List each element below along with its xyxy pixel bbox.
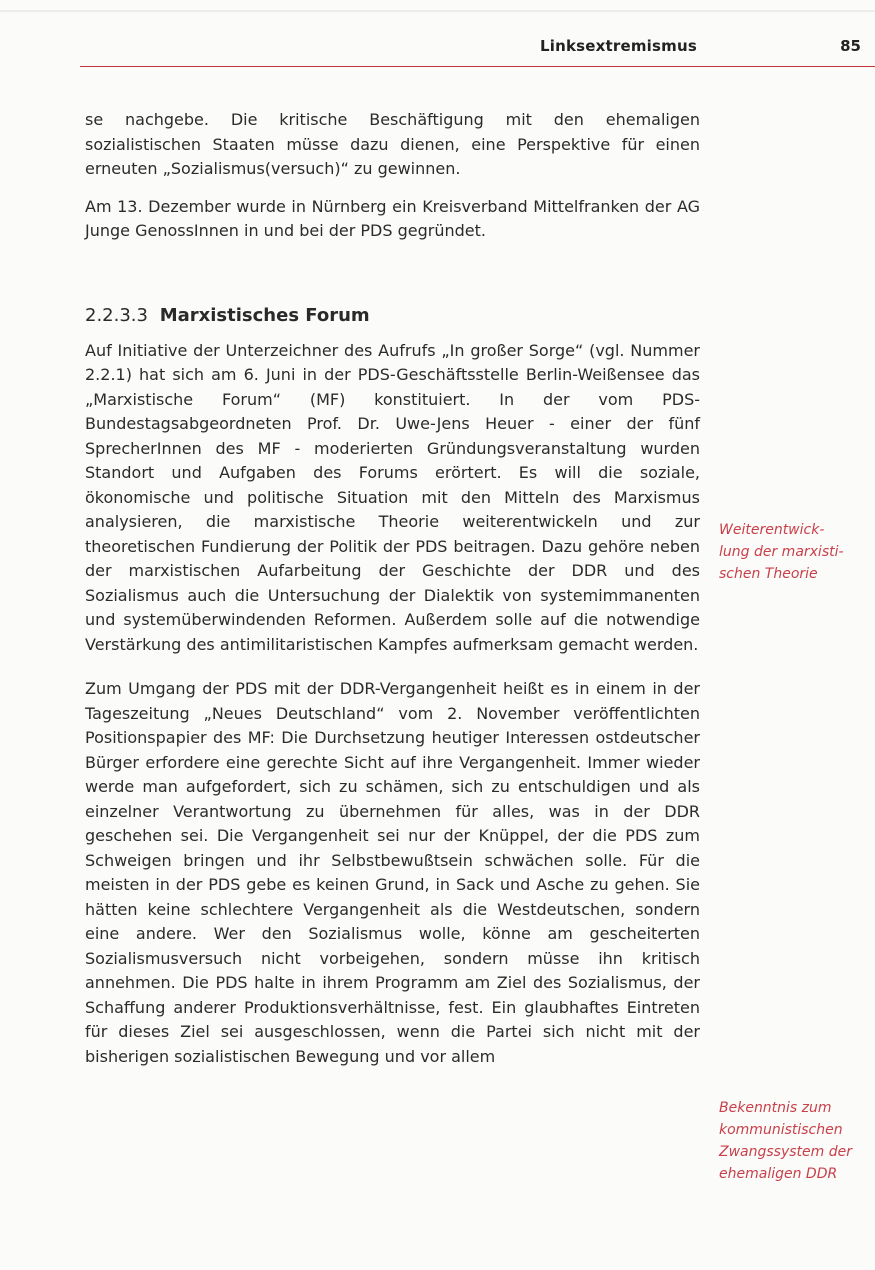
margin-note-line: ehemaligen DDR [719, 1166, 838, 1182]
running-header-title: Linksextremismus [539, 37, 697, 55]
paragraph-continuation: se nachgebe. Die kritische Beschäftigung mit den ehemaligen sozialistischen Staaten müsse dazu dienen, eine Perspektive für einen erneuten „Sozialismus(versuch)“ zu gewinnen. [85, 110, 700, 178]
section-heading [85, 304, 700, 328]
page-number: 85 [840, 37, 861, 55]
section-number: 2.2.3.3 [85, 304, 148, 326]
margin-note-theory [719, 519, 869, 585]
paragraph-ddr-vergangenheit: Zum Umgang der PDS mit der DDR-Vergangenheit heißt es in einem in der Tageszeitung „Neues Deutschland“ vom 2. November veröffentlichten Positionspapier des MF: Die Durchsetzung heutiger Interessen ostdeutscher Bürger erfordere eine gerechte Sicht auf ihre Vergangenheit. Immer wieder werde man aufgefordert, sich zu schämen, sich zu entschuldigen und als einzelner Verantwortung zu übernehmen für alles, was in der DDR geschehen sei. Die Vergangenheit sei nur der Knüppel, der die PDS zum Schweigen bringen und ihr Selbstbewußtsein schwächen solle. Für die meisten in der PDS gebe es keinen Grund, in Sack und Asche zu gehen. Sie hätten keine schlechtere Vergangenheit als die Westdeutschen, sondern eine andere. Wer den Sozialismus wolle, könne am gescheiterten Sozialismusversuch nicht vorbeigehen, sondern müsse ihn kritisch annehmen. Die PDS halte in ihrem Programm am Ziel des Sozialismus, der Schaffung anderer Produktionsverhältnisse, fest. Ein glaubhaftes Eintreten für dieses Ziel sei ausgeschlossen, wenn die Partei sich nicht mit der bisherigen sozialistischen Bewegung und vor allem [85, 679, 700, 1066]
margin-note-line: lung der marxisti- [719, 544, 844, 560]
margin-note-line: Zwangssystem der [719, 1144, 852, 1160]
margin-note-line: kommunistischen [719, 1122, 843, 1138]
main-text-column [85, 108, 700, 1069]
margin-note-line: Weiterentwick- [719, 522, 825, 538]
paragraph-kreisverband: Am 13. Dezember wurde in Nürnberg ein Kreisverband Mittelfranken der AG Junge GenossInnen in und bei der PDS gegründet. [85, 196, 700, 240]
top-edge-shadow [0, 10, 875, 12]
margin-note-ddr [719, 1097, 869, 1185]
section-title: Marxistisches Forum [159, 304, 370, 326]
margin-note-line: schen Theorie [719, 566, 818, 582]
paragraph-marxistisches-forum: Auf Initiative der Unterzeichner des Aufrufs „In großer Sorge“ (vgl. Nummer 2.2.1) hat sich am 6. Juni in der PDS-Geschäftsstelle Berlin-Weißensee das „Marxistische Forum“ (MF) konstituiert. In der vom PDS-Bundestagsabgeordneten Prof. Dr. Uwe-Jens Heuer - einer der fünf SprecherInnen des MF - moderierten Gründungsveranstaltung wurden Standort und Aufgaben des Forums erörtert. Es will die soziale, ökonomische und politische Situation mit den Mitteln des Marxismus analysieren, die marxistische Theorie weiterentwickeln und zur theoretischen Fundierung der Politik der PDS beitragen. Dazu gehöre neben der marxistischen Aufarbeitung der Geschichte der DDR und des Sozialismus auch die Untersuchung der Dialektik von systemimmanenten und systemüberwindenden Reformen. Außerdem solle auf die notwendige Verstärkung des antimilitaristischen Kampfes aufmerksam gemacht werden. [85, 340, 700, 654]
margin-note-line: Bekenntnis zum [719, 1100, 832, 1116]
header-rule [80, 66, 875, 67]
